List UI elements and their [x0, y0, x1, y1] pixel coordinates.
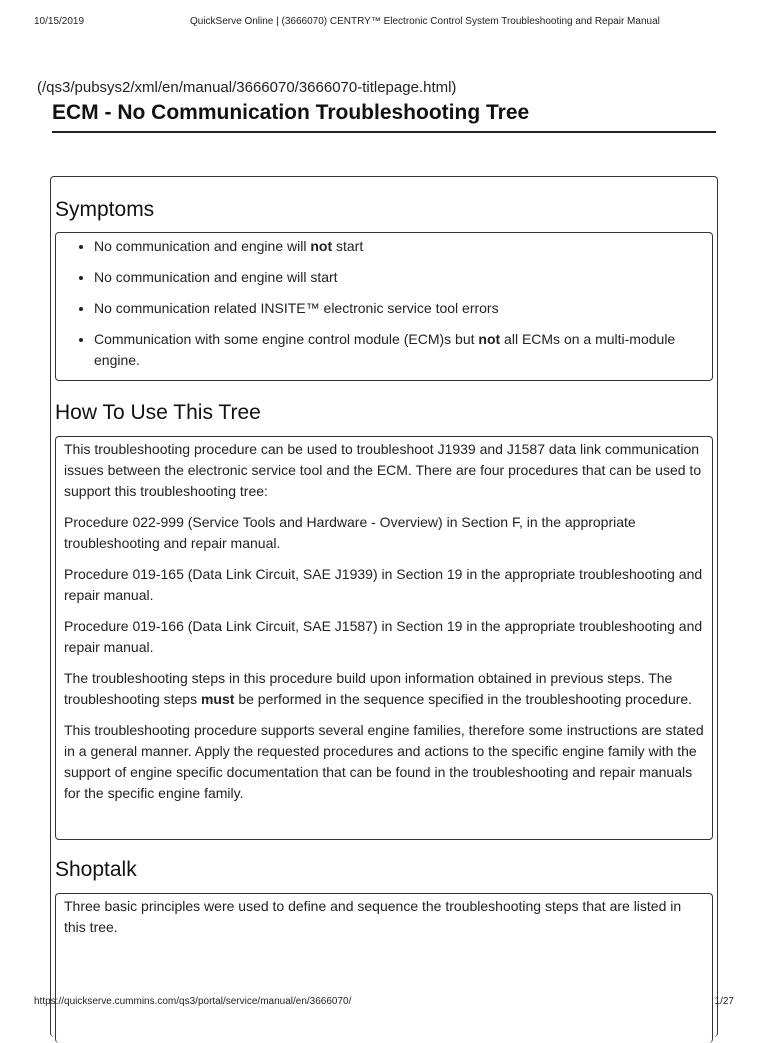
how-to-use-paragraph	[64, 668, 704, 710]
page-number: 1/27	[714, 996, 734, 1007]
symptom-item	[94, 329, 702, 371]
paragraph-text: The troubleshooting steps in this procedure build upon information obtained in previous steps. The troubleshooting steps	[64, 670, 673, 707]
symptom-item: • No communication related INSITE™ electronic service tool errors	[94, 298, 702, 319]
page-title: ECM - No Communication Troubleshooting Tree	[52, 101, 716, 133]
symptoms-box	[55, 232, 713, 381]
how-to-use-paragraph: This troubleshooting procedure supports several engine families, therefore some instructions are stated in a general manner. Apply the requested procedures and actions to the specific engine family with the support of engine specific documentation that can be found in the troubleshooting and repair manuals for the specific engine family.	[64, 722, 704, 801]
shoptalk-box	[55, 893, 713, 1043]
how-to-use-box	[55, 436, 713, 840]
print-url: https://quickserve.cummins.com/qs3/portal/service/manual/en/3666070/	[34, 996, 352, 1007]
title-page-link[interactable]: (/qs3/pubsys2/xml/en/manual/3666070/3666070-titlepage.html)	[37, 79, 457, 96]
symptom-emphasis: not	[478, 331, 501, 347]
symptom-item: • No communication and engine will start	[94, 267, 702, 288]
symptom-text: start	[332, 238, 364, 254]
print-footer	[34, 996, 734, 1010]
how-to-use-paragraph: Procedure 022-999 (Service Tools and Hardware - Overview) in Section F, in the appropriate troubleshooting and repair manual.	[64, 514, 636, 551]
print-date: 10/15/2019	[34, 16, 85, 27]
how-to-use-paragraph: This troubleshooting procedure can be used to troubleshoot J1939 and J1587 data link communication issues between the electronic service tool and the ECM. There are four procedures that can be used to support this troubleshooting tree:	[64, 441, 702, 499]
symptom-text: No communication and engine will	[94, 238, 311, 254]
how-to-use-paragraph: Procedure 019-166 (Data Link Circuit, SAE J1587) in Section 19 in the appropriate troubleshooting and repair manual.	[64, 618, 703, 655]
shoptalk-heading: Shoptalk	[55, 858, 137, 881]
print-header	[34, 16, 734, 30]
symptom-text: all ECMs on a multi-module engine.	[94, 331, 676, 368]
symptom-item	[94, 236, 702, 257]
paragraph-text: be performed in the sequence specified in the troubleshooting procedure.	[234, 691, 693, 707]
how-to-use-paragraph: Procedure 019-165 (Data Link Circuit, SAE J1939) in Section 19 in the appropriate troubleshooting and repair manual.	[64, 566, 703, 603]
symptoms-list	[56, 233, 712, 371]
paragraph-emphasis: must	[200, 691, 235, 707]
symptom-text: Communication with some engine control module (ECM)s but	[94, 331, 479, 347]
symptoms-heading: Symptoms	[55, 198, 155, 221]
shoptalk-paragraph: Three basic principles were used to define and sequence the troubleshooting steps that are listed in this tree.	[64, 898, 682, 935]
print-doc-title: QuickServe Online | (3666070) CENTRY™ Electronic Control System Troubleshooting and Repair Manual	[190, 16, 660, 27]
how-to-use-heading: How To Use This Tree	[55, 401, 261, 424]
symptom-emphasis: not	[310, 238, 333, 254]
